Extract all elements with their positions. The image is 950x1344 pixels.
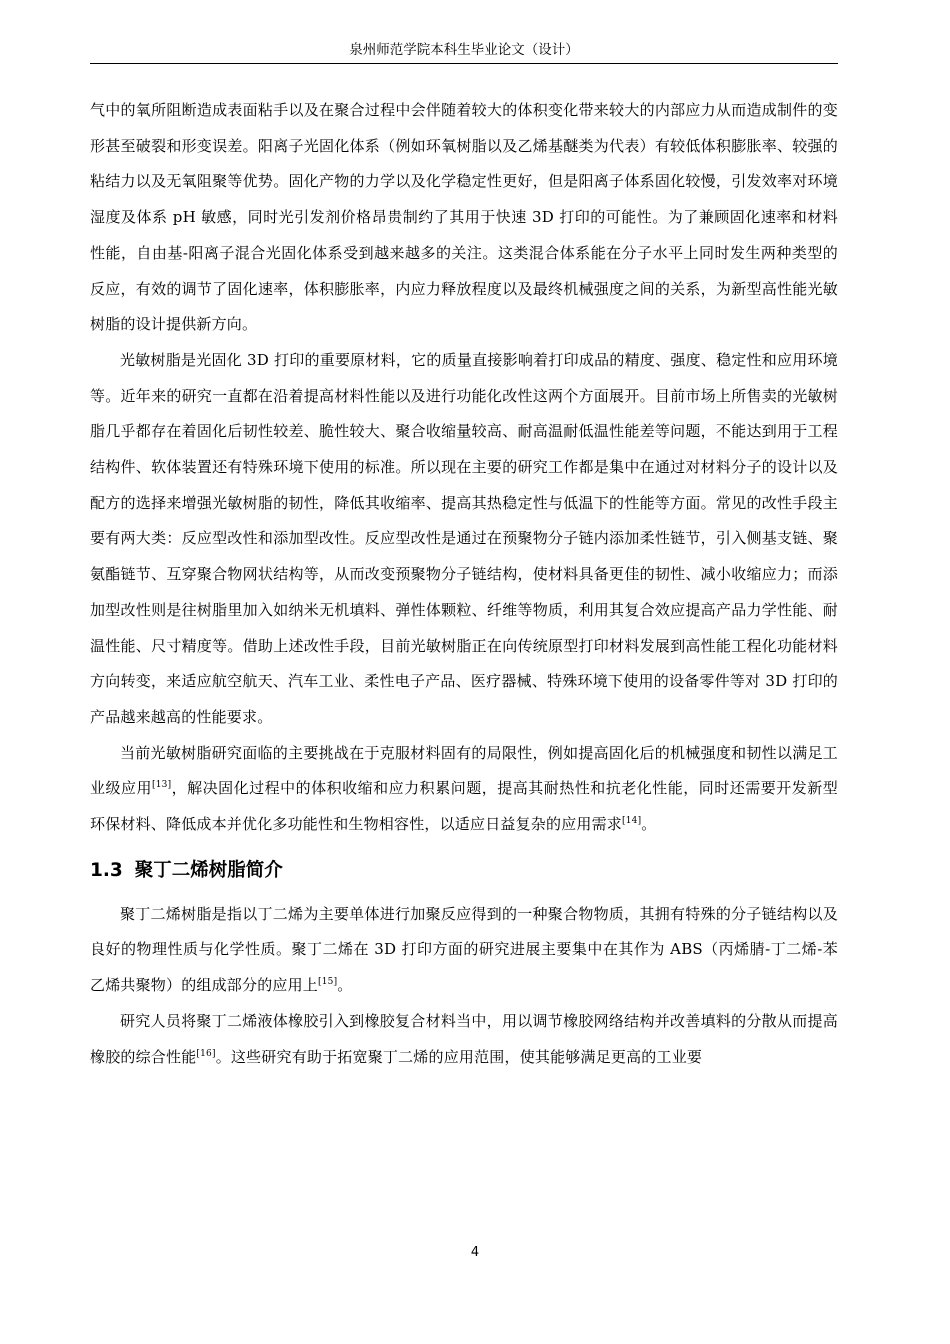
- running-header: 泉州师范学院本科生毕业论文（设计）: [349, 42, 579, 58]
- page-body: [90, 93, 838, 1075]
- paragraph-rubber-research: [90, 1004, 838, 1075]
- paragraph-continuation: 气中的氧所阻断造成表面粘手以及在聚合过程中会伴随着较大的体积变化带来较大的内部应力从而造成制件的变形甚至破裂和形变误差。阳离子光固化体系（例如环氧树脂以及乙烯基醚类为代表）有较低体积膨胀率、较强的粘结力以及无氧阻聚等优势。固化产物的力学以及化学稳定性更好，但是阳离子体系固化较慢，引发效率对环境湿度及体系 pH 敏感，同时光引发剂价格昂贵制约了其用于快速 3D 打印的可能性。为了兼顾固化速率和材料性能，自由基-阳离子混合光固化体系受到越来越多的关注。这类混合体系能在分子水平上同时发生两种类型的反应，有效的调节了固化速率，体积膨胀率，内应力释放程度以及最终机械强度之间的关系，为新型高性能光敏树脂的设计提供新方向。: [90, 101, 838, 334]
- citation-ref: [13]: [152, 780, 172, 791]
- paragraph-text: 聚丁二烯树脂是指以丁二烯为主要单体进行加聚反应得到的一种聚合物物质，其拥有特殊的分子链结构以及良好的物理性质与化学性质。聚丁二烯在 3D 打印方面的研究进展主要集中在其作为 ABS（丙烯腈-丁二烯-苯乙烯共聚物）的组成部分的应用上: [90, 904, 838, 995]
- paragraph-text: 当前光敏树脂研究面临的主要挑战在于克服材料固有的局限性，例如提高固化后的机械强度和韧性以满足工业级应用: [90, 743, 838, 798]
- header-rule: [90, 63, 838, 64]
- paragraph-polybutadiene-intro: [90, 897, 838, 1004]
- paragraph-photosensitive-resin: 光敏树脂是光固化 3D 打印的重要原材料，它的质量直接影响着打印成品的精度、强度、稳定性和应用环境等。近年来的研究一直都在沿着提高材料性能以及进行功能化改性这两个方面展开。目前市场上所售卖的光敏树脂几乎都存在着固化后韧性较差、脆性较大、聚合收缩量较高、耐高温耐低温性能差等问题，不能达到用于工程结构件、软体装置还有特殊环境下使用的标准。所以现在主要的研究工作都是集中在通过对材料分子的设计以及配方的选择来增强光敏树脂的韧性，降低其收缩率、提高其热稳定性与低温下的性能等方面。常见的改性手段主要有两大类：反应型改性和添加型改性。反应型改性是通过在预聚物分子链内添加柔性链节，引入侧基支链、聚氨酯链节、互穿聚合物网状结构等，从而改变预聚物分子链结构，使材料具备更佳的韧性、减小收缩应力；而添加型改性则是往树脂里加入如纳米无机填料、弹性体颗粒、纤维等物质，利用其复合效应提高产品力学性能、耐温性能、尺寸精度等。借助上述改性手段，目前光敏树脂正在向传统原型打印材料发展到高性能工程化功能材料方向转变，来适应航空航天、汽车工业、柔性电子产品、医疗器械、特殊环境下使用的设备零件等对 3D 打印的产品越来越高的性能要求。: [90, 350, 838, 726]
- paragraph-text: 。: [337, 976, 353, 995]
- page-number: 4: [470, 1245, 480, 1260]
- paragraph-challenges: [90, 736, 838, 843]
- paragraph-text: 研究人员将聚丁二烯液体橡胶引入到橡胶复合材料当中，用以调节橡胶网络结构并改善填料的分散从而提高橡胶的综合性能: [90, 1011, 838, 1066]
- section-heading: [90, 845, 838, 897]
- paragraph-text: ，解决固化过程中的体积收缩和应力积累问题，提高其耐热性和抗老化性能，同时还需要开发新型环保材料、降低成本并优化多功能性和生物相容性，以适应日益复杂的应用需求: [90, 779, 838, 834]
- citation-ref: [16]: [196, 1048, 216, 1059]
- citation-ref: [15]: [318, 977, 338, 988]
- section-title: 聚丁二烯树脂简介: [134, 859, 283, 881]
- paragraph-text: 。: [641, 815, 657, 834]
- section-number: 1.3: [90, 859, 123, 881]
- paragraph-text: 。这些研究有助于拓宽聚丁二烯的应用范围，使其能够满足更高的工业要: [215, 1047, 703, 1066]
- citation-ref: [14]: [622, 816, 642, 827]
